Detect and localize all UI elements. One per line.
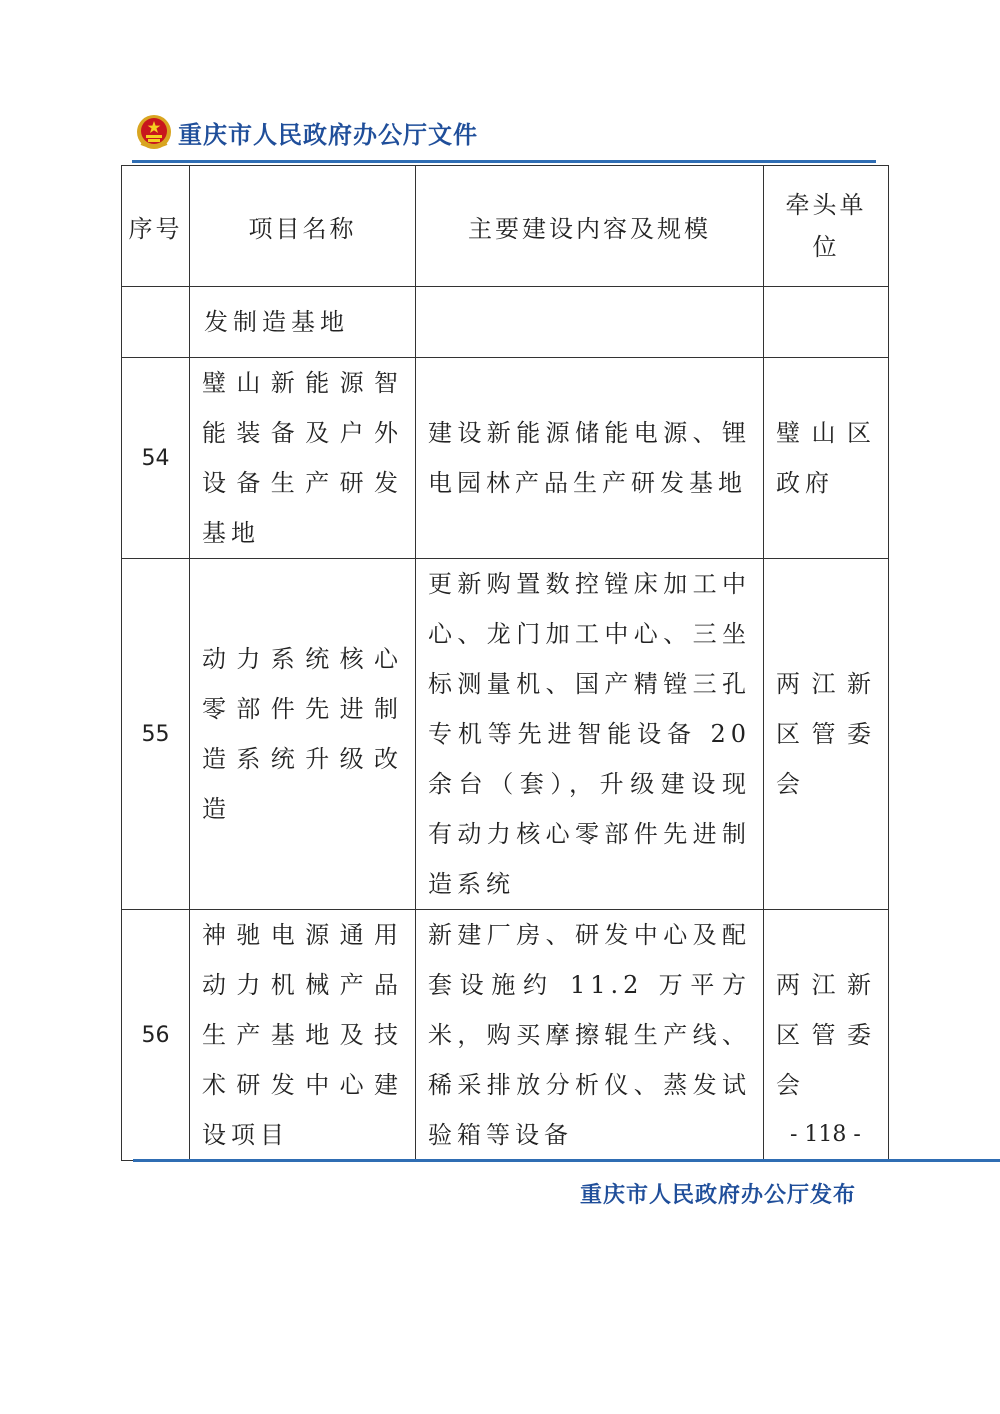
- cell-seq: 56: [122, 910, 190, 1161]
- table-row-continuation: [122, 287, 889, 358]
- table-row: [122, 559, 889, 910]
- table-row: [122, 358, 889, 559]
- cell-content: 建设新能源储能电源、锂电园林产品生产研发基地: [416, 358, 764, 559]
- footer-divider: [133, 1159, 1000, 1162]
- project-table: [121, 165, 889, 1161]
- cell-seq: [122, 287, 190, 358]
- national-emblem-icon: [136, 114, 172, 150]
- cell-name: 神驰电源通用动力机械产品生产基地及技术研发中心建设项目: [190, 910, 416, 1161]
- cell-name: 动力系统核心零部件先进制造系统升级改造: [190, 559, 416, 910]
- column-header-seq: 序号: [122, 166, 190, 287]
- page-number: - 118 -: [790, 1122, 861, 1147]
- cell-name: 发制造基地: [190, 287, 416, 358]
- table-header-row: [122, 166, 889, 287]
- cell-unit: [764, 287, 889, 358]
- column-header-content: 主要建设内容及规模: [416, 166, 764, 287]
- cell-name: 璧山新能源智能装备及户外设备生产研发基地: [190, 358, 416, 559]
- cell-unit: 两江新区管委会: [764, 910, 889, 1161]
- cell-content: [416, 287, 764, 358]
- cell-content: 更新购置数控镗床加工中心、龙门加工中心、三坐标测量机、国产精镗三孔专机等先进智能设备 20 余台（套），升级建设现有动力核心零部件先进制造系统: [416, 559, 764, 910]
- column-header-name: 项目名称: [190, 166, 416, 287]
- column-header-unit: 牵头单位: [764, 166, 889, 287]
- header-title: 重庆市人民政府办公厅文件: [178, 120, 478, 149]
- cell-content: 新建厂房、研发中心及配套设施约 11.2 万平方米，购买摩擦辊生产线、稀采排放分析仪、蒸发试验箱等设备: [416, 910, 764, 1161]
- cell-unit: 璧山区政府: [764, 358, 889, 559]
- cell-seq: 54: [122, 358, 190, 559]
- cell-unit: 两江新区管委会: [764, 559, 889, 910]
- footer-publisher: 重庆市人民政府办公厅发布: [580, 1183, 857, 1208]
- table-row: [122, 910, 889, 1161]
- header-divider: [132, 160, 876, 163]
- cell-seq: 55: [122, 559, 190, 910]
- document-header: [136, 112, 478, 152]
